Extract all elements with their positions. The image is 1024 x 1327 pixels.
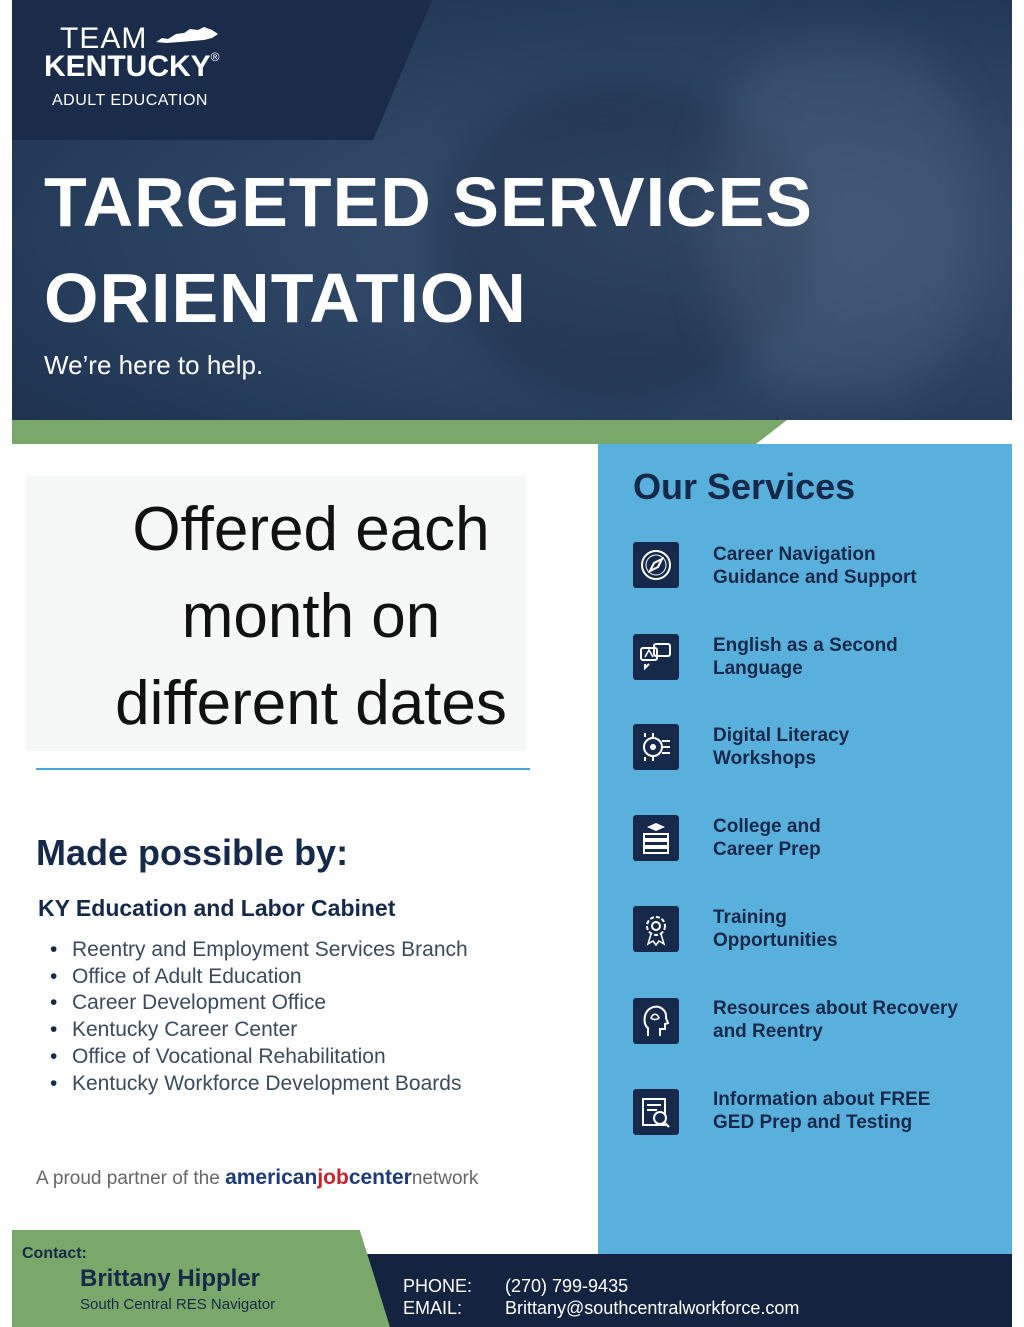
compass-icon — [633, 542, 679, 588]
digital-chip-icon — [633, 724, 679, 770]
contact-label: Contact: — [22, 1245, 87, 1262]
service-label-line1: English as a Second — [713, 635, 898, 656]
service-label-line1: Information about FREE — [713, 1089, 931, 1110]
list-item: • Office of Adult Education — [50, 964, 468, 991]
offered-callout — [26, 486, 596, 747]
ajc-american: american — [225, 1166, 318, 1189]
contact-name: Brittany Hippler — [80, 1265, 261, 1292]
email-label: EMAIL: — [403, 1298, 463, 1318]
list-item: • Kentucky Workforce Development Boards — [50, 1071, 468, 1098]
logo-registered-mark: ® — [210, 50, 220, 64]
certificate-icon — [633, 1089, 679, 1135]
service-label-line1: Resources about Recovery — [713, 998, 958, 1019]
service-digital-literacy — [713, 724, 993, 770]
service-label-line2: Guidance and Support — [713, 567, 917, 588]
service-label-line1: Training — [713, 907, 787, 928]
books-icon — [633, 815, 679, 861]
service-label-line2: GED Prep and Testing — [713, 1112, 913, 1133]
logo-state-name: KENTUCKY — [44, 50, 211, 83]
made-possible-heading: Made possible by: — [36, 832, 349, 873]
partner-suffix: network — [411, 1168, 479, 1189]
partner-prefix: A proud partner of the — [36, 1168, 220, 1189]
ajc-job: job — [317, 1166, 349, 1189]
service-label-line2: Language — [713, 658, 803, 679]
cabinet-name: KY Education and Labor Cabinet — [38, 895, 396, 921]
partner-statement — [36, 1166, 478, 1190]
service-career-navigation — [713, 543, 993, 589]
translate-icon — [633, 634, 679, 680]
offered-line2: month on — [181, 582, 441, 651]
service-esl — [713, 634, 993, 680]
service-recovery-reentry — [713, 997, 993, 1043]
service-label-line2: Workshops — [713, 748, 817, 769]
contact-role: South Central RES Navigator — [80, 1296, 276, 1313]
logo-kentucky-text — [44, 50, 220, 84]
american-job-center-logo — [225, 1166, 412, 1189]
list-item: • Kentucky Career Center — [50, 1017, 468, 1044]
ajc-center: center — [348, 1166, 412, 1189]
services-title: Our Services — [633, 466, 856, 507]
page-subtitle: We’re here to help. — [44, 350, 264, 380]
offered-line3: different dates — [115, 669, 507, 738]
service-college-career-prep — [713, 815, 993, 861]
service-training — [713, 906, 993, 952]
gear-award-icon — [633, 906, 679, 952]
email-address[interactable]: Brittany@southcentralworkforce.com — [505, 1298, 800, 1318]
section-divider — [36, 768, 530, 770]
phone-label: PHONE: — [403, 1276, 473, 1296]
phone-number[interactable]: (270) 799-9435 — [505, 1276, 629, 1296]
partner-list — [50, 937, 468, 1097]
list-item: • Reentry and Employment Services Branch — [50, 937, 468, 964]
head-lotus-icon — [633, 998, 679, 1044]
service-label-line1: College and — [713, 816, 821, 837]
service-ged — [713, 1088, 993, 1134]
offered-line1: Offered each — [132, 495, 490, 564]
list-item: • Office of Vocational Rehabilitation — [50, 1044, 468, 1071]
service-label-line1: Digital Literacy — [713, 725, 850, 746]
page-title-line2: ORIENTATION — [44, 259, 527, 337]
service-label-line2: and Reentry — [713, 1021, 823, 1042]
logo-tagline: ADULT EDUCATION — [52, 92, 208, 109]
page-title-line1: TARGETED SERVICES — [44, 163, 813, 241]
list-item: • Career Development Office — [50, 990, 468, 1017]
green-divider-stripe — [12, 420, 787, 444]
kentucky-state-icon — [152, 24, 222, 48]
service-label-line2: Career Prep — [713, 839, 821, 860]
service-label-line2: Opportunities — [713, 930, 838, 951]
logo-team-text: TEAM — [60, 22, 148, 55]
service-label-line1: Career Navigation — [713, 544, 876, 565]
